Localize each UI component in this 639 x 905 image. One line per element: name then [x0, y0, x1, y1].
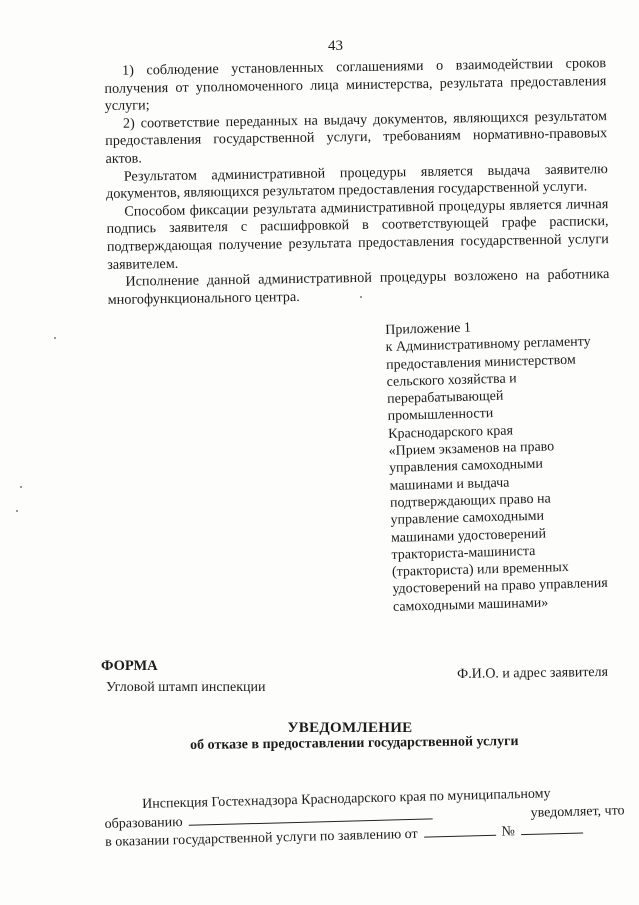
appendix-line: машинами удостоверений: [390, 526, 547, 546]
paragraph-5: Исполнение данной административной процедуры возложено на работника многофункционального центра.: [107, 266, 610, 308]
appendix-line: Приложение 1: [385, 320, 472, 338]
appendix-line: промышленности: [387, 406, 494, 425]
appendix-line: сельского хозяйства и: [386, 371, 517, 390]
appendix-line: перерабатывающей: [386, 388, 504, 408]
appendix-line: машинами и выдача: [389, 475, 510, 494]
notice-title: УВЕДОМЛЕНИЕ: [287, 720, 413, 736]
application-label: в оказании государственной услуги по заявлению от: [104, 826, 418, 850]
municipality-label: образованию: [104, 814, 183, 832]
scan-speck: [20, 486, 22, 488]
notice-line-1: Инспекция Гостехнадзора Краснодарского края по муниципальному: [142, 786, 551, 812]
appendix-line: предоставления министерством: [385, 352, 576, 373]
appendix-line: управление самоходными: [390, 508, 545, 529]
form-label: ФОРМА: [101, 658, 158, 674]
appendix-line: тракториста-машиниста: [391, 543, 536, 563]
notifies-label: уведомляет, что: [530, 802, 625, 821]
appendix-line: самоходными машинами»: [392, 595, 549, 615]
paragraph-1: 1) соблюдение установленных соглашениями о взаимодействии сроков получения от уполномоченного лица министерства, результата предоставления услуги;: [104, 55, 607, 115]
paragraph-3: Результатом административной процедуры является выдача заявителю документов, являющихся результатом предоставления государственной услуги.: [105, 160, 608, 203]
appendix-line: к Административному регламенту: [385, 334, 591, 356]
appendix-line: подтверждающих право на: [389, 491, 551, 511]
appendix-line: «Прием экзаменов на право: [388, 439, 555, 460]
number-blank[interactable]: [521, 820, 583, 835]
number-sign: №: [501, 824, 516, 840]
notice-body: [104, 783, 625, 851]
scan-speck: [54, 337, 56, 339]
appendix-line: (тракториста) или временных: [391, 560, 569, 581]
scan-speck: [16, 510, 18, 512]
appendix-line: управления самоходными: [388, 457, 544, 477]
paragraph-4: Способом фиксации результата административной процедуры является личная подпись заявителя с расшифровкой в соответствующей графе расписки, подтверждающая получение результата предоставления государственной услуги заявителем.: [106, 195, 609, 273]
procedure-text: [104, 55, 610, 309]
paragraph-2: 2) соответствие переданных на выдачу документов, являющихся результатом предоставления государственной услуги, требованиям нормативно-правовых актов.: [105, 107, 608, 167]
stamp-label: Угловой штамп инспекции: [106, 680, 266, 695]
appendix-block: [385, 316, 608, 616]
notice-subtitle: об отказе в предоставлении государственной услуги: [190, 733, 519, 753]
applicant-label: Ф.И.О. и адрес заявителя: [457, 664, 609, 682]
date-blank[interactable]: [423, 823, 495, 838]
appendix-line: удостоверений на право управления: [392, 576, 608, 598]
scan-speck: [360, 296, 362, 298]
page-number: 43: [328, 38, 343, 54]
appendix-line: Краснодарского края: [387, 423, 514, 442]
